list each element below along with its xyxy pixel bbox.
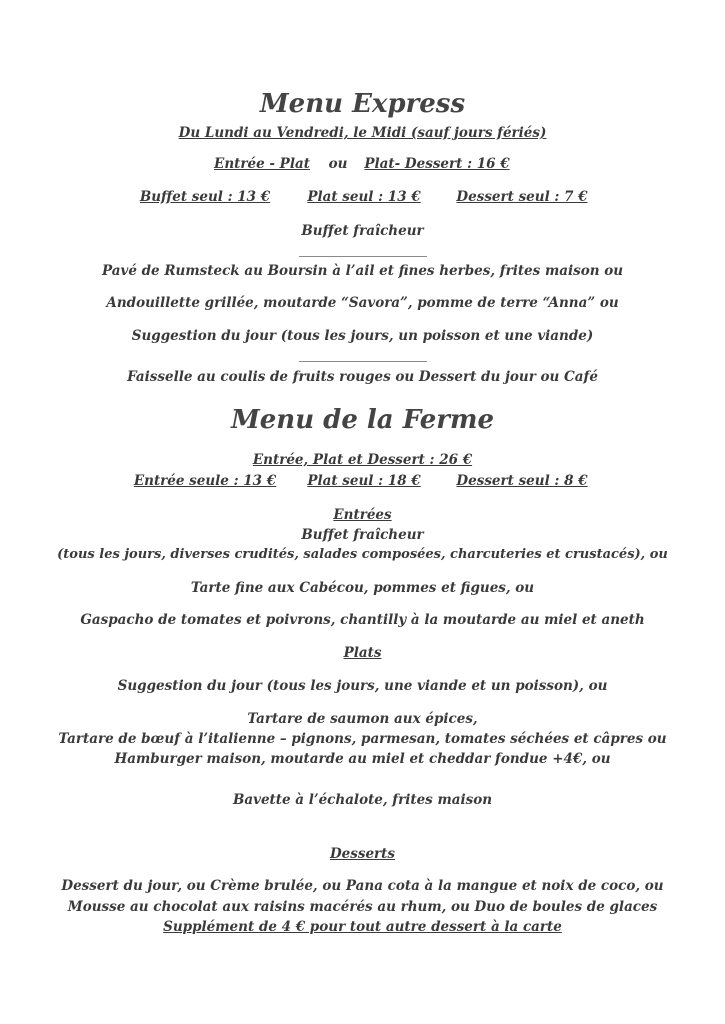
express-main-1: Pavé de Rumsteck au Boursin à l’ail et fines herbes, frites maison ou	[101, 263, 624, 279]
plat-item: Tartare de saumon aux épices,	[247, 711, 478, 727]
desserts-heading: Desserts	[329, 846, 396, 862]
express-combo-plat-dessert: Plat- Dessert : 16 €	[364, 156, 510, 172]
express-combo-or: ou	[328, 156, 348, 172]
express-prices-row	[0, 188, 725, 206]
express-main-2: Andouillette grillée, moutarde “Savora”, pomme de terre “Anna” ou	[106, 295, 619, 311]
entrees-heading: Entrées	[333, 507, 392, 523]
express-dessert: Faisselle au coulis de fruits rouges ou Dessert du jour ou Café	[127, 369, 598, 385]
express-main-3: Suggestion du jour (tous les jours, un poisson et une viande)	[131, 328, 594, 344]
entree-item: (tous les jours, diverses crudités, salades composées, charcuteries et crustacés), ou	[57, 547, 668, 562]
plat-item: Tartare de bœuf à l’italienne – pignons, parmesan, tomates séchées et câpres ou	[58, 731, 667, 747]
express-combo-row	[0, 155, 725, 173]
express-schedule: Du Lundi au Vendredi, le Midi (sauf jours fériés)	[178, 125, 547, 141]
ferme-price-entree: Entrée seule : 13 €	[133, 473, 277, 489]
entree-item: Gaspacho de tomates et poivrons, chantilly à la moutarde au miel et aneth	[80, 612, 645, 628]
divider	[299, 361, 427, 362]
entree-item: Buffet fraîcheur	[301, 527, 424, 543]
plat-item: Hamburger maison, moutarde au miel et cheddar fondue +4€, ou	[114, 751, 611, 767]
dessert-supplement: Supplément de 4 € pour tout autre dessert à la carte	[163, 919, 562, 935]
express-price-buffet: Buffet seul : 13 €	[139, 189, 271, 205]
ferme-price-dessert: Dessert seul : 8 €	[456, 473, 588, 489]
dessert-item: Dessert du jour, ou Crème brulée, ou Pana cota à la mangue et noix de coco, ou	[61, 878, 664, 894]
entree-item: Tarte fine aux Cabécou, pommes et figues, ou	[190, 580, 535, 596]
express-buffet: Buffet fraîcheur	[301, 223, 424, 239]
express-price-dessert: Dessert seul : 7 €	[456, 189, 588, 205]
menu-express-title: Menu Express	[259, 89, 466, 119]
ferme-price-plat: Plat seul : 18 €	[307, 473, 421, 489]
divider	[299, 256, 427, 257]
express-price-plat: Plat seul : 13 €	[307, 189, 421, 205]
plats-heading: Plats	[343, 645, 382, 661]
dessert-item: Mousse au chocolat aux raisins macérés au rhum, ou Duo de boules de glaces	[67, 899, 658, 915]
menu-ferme-title: Menu de la Ferme	[230, 405, 495, 435]
express-combo-entree-plat: Entrée - Plat	[214, 156, 310, 172]
ferme-full-price: Entrée, Plat et Dessert : 26 €	[252, 452, 473, 468]
plat-item: Suggestion du jour (tous les jours, une viande et un poisson), ou	[117, 678, 608, 694]
plat-item: Bavette à l’échalote, frites maison	[232, 792, 493, 808]
ferme-prices-row	[0, 472, 725, 490]
